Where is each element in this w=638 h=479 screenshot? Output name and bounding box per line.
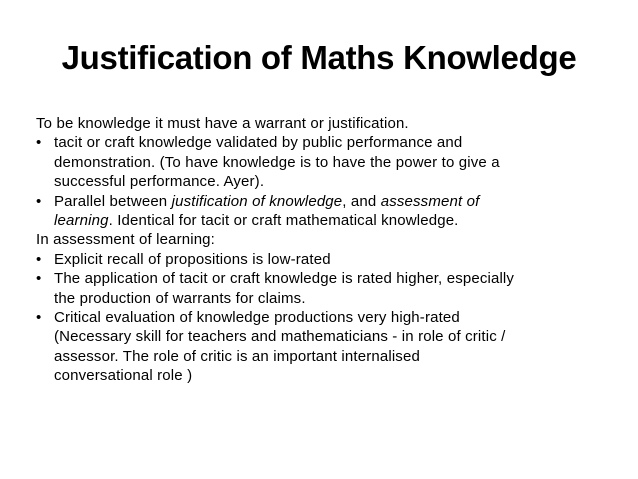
bullet-item-explicit-recall (36, 250, 616, 269)
bullet-line (54, 192, 616, 211)
text-run: . Identical for tacit or craft mathematical knowledge. (108, 212, 459, 230)
bullet-line: (Necessary skill for teachers and mathematicians - in role of critic / (54, 328, 506, 346)
bullet-line: demonstration. (To have knowledge is to have the power to give a (54, 153, 500, 171)
bullet-line: conversational role ) (54, 367, 193, 385)
bullet-item-tacit-knowledge (36, 133, 616, 191)
bullet-line (54, 211, 616, 230)
bullet-icon: • (36, 309, 42, 327)
bullet-line: The application of tacit or craft knowledge is rated higher, especially (54, 270, 515, 288)
intro-text: To be knowledge it must have a warrant or justification. (36, 115, 409, 132)
section-heading: In assessment of learning: (36, 231, 215, 249)
slide-body (36, 114, 616, 386)
emphasis-justification: justification of knowledge (171, 192, 343, 210)
bullet-icon: • (36, 270, 42, 288)
bullet-line: Explicit recall of propositions is low-rated (54, 250, 331, 268)
slide-title: Justification of Maths Knowledge (61, 39, 577, 76)
bullet-line: the production of warrants for claims. (54, 289, 306, 307)
bullet-line: Critical evaluation of knowledge productions very high-rated (54, 309, 460, 327)
bullet-icon: • (36, 250, 42, 268)
bullet-line: successful performance. Ayer). (54, 173, 265, 191)
bullet-icon: • (36, 134, 42, 152)
bullet-item-parallel (36, 192, 616, 231)
text-run: , and (342, 192, 381, 210)
bullet-item-application (36, 269, 616, 308)
text-run: Parallel between (54, 192, 172, 210)
bullet-item-critical-evaluation (36, 308, 616, 386)
bullet-line: assessor. The role of critic is an important internalised (54, 347, 420, 365)
bullet-icon: • (36, 192, 42, 210)
emphasis-learning: learning (54, 212, 109, 230)
emphasis-assessment: assessment of (380, 192, 480, 210)
bullet-line: tacit or craft knowledge validated by public performance and (54, 134, 463, 152)
